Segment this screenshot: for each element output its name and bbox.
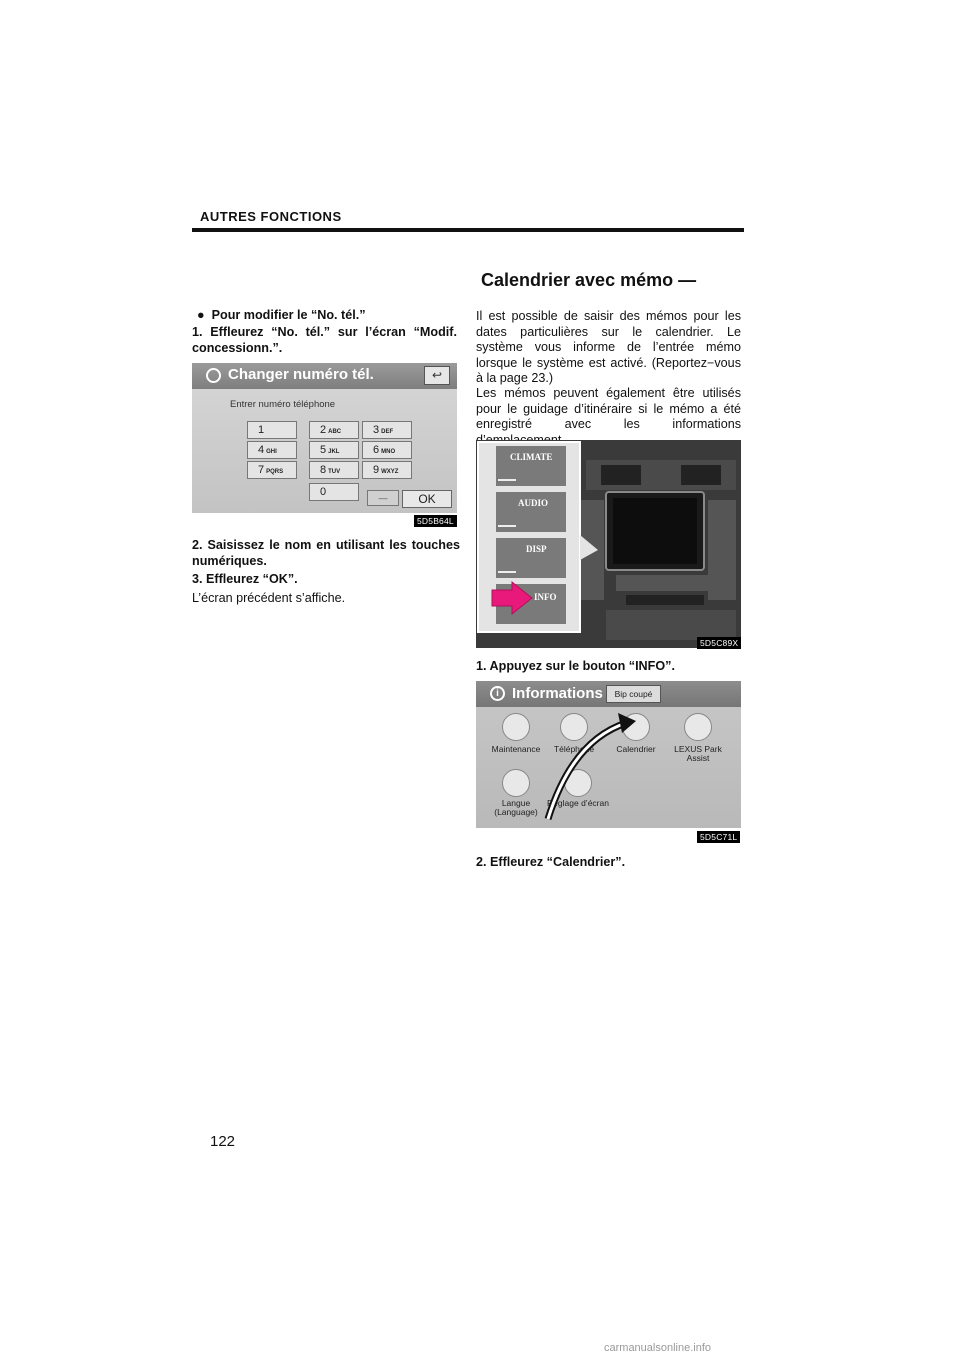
screen-title: Changer numéro tél. <box>228 366 374 383</box>
dash-button-info: INFO <box>534 592 557 602</box>
left-step-3: 3. Effleurez “OK”. <box>192 572 298 586</box>
watermark: carmanualsonline.info <box>604 1342 712 1354</box>
key-digit: 4 <box>258 444 265 456</box>
informations-screen <box>476 681 741 828</box>
bip-button[interactable]: Bip coupé <box>606 685 661 703</box>
tile-maintenance[interactable]: Maintenance <box>491 744 541 754</box>
delete-button[interactable]: — <box>367 490 399 506</box>
right-paragraph-1: Il est possible de saisir des mémos pour les dates particulières sur le calendrier. Le système vous informe de l’entrée mémo lorsque le système est activé. (Reportez−vous à la page 23.) <box>476 309 741 385</box>
section-title: Calendrier avec mémo — <box>481 270 697 290</box>
key-digit: 5 <box>320 444 327 456</box>
key-digit: 9 <box>373 464 380 476</box>
tile-langue[interactable]: Langue (Language) <box>494 798 538 817</box>
key-letters: JKL <box>328 449 340 455</box>
key-letters: DEF <box>381 429 394 435</box>
lexus-logo-icon <box>206 368 221 383</box>
page-number: 122 <box>210 1133 236 1150</box>
key-9[interactable] <box>362 461 412 479</box>
left-step-1: 1. Effleurez “No. tél.” sur l’écran “Modif. concessionn.”. <box>192 325 457 355</box>
dashboard-illustration <box>476 440 741 648</box>
left-step-2: 2. Saisissez le nom en utilisant les touches numériques. <box>192 538 460 568</box>
phone-prompt: Entrer numéro téléphone <box>230 399 336 410</box>
info-icon: i <box>490 686 505 701</box>
right-step-2: 2. Effleurez “Calendrier”. <box>476 855 626 869</box>
key-letters: TUV <box>328 469 341 475</box>
curved-arrow-icon <box>476 681 741 828</box>
key-5[interactable] <box>309 441 359 459</box>
header-rule <box>192 228 744 232</box>
dashboard-photo <box>476 440 741 648</box>
back-icon[interactable]: ↩ <box>424 366 450 385</box>
change-phone-screen <box>192 363 457 513</box>
key-0[interactable] <box>309 483 359 501</box>
key-letters: ABC <box>328 429 342 435</box>
tile-calendrier[interactable]: Calendrier <box>616 744 656 754</box>
tile-reglage[interactable]: Réglage d’écran <box>547 798 609 808</box>
figure-code: 5D5B64L <box>414 515 457 527</box>
key-4[interactable] <box>247 441 297 459</box>
key-letters: WXYZ <box>381 469 399 475</box>
key-2[interactable] <box>309 421 359 439</box>
key-3[interactable] <box>362 421 412 439</box>
key-digit: 7 <box>258 464 265 476</box>
tile-telephone[interactable]: Téléphone <box>553 744 595 754</box>
key-digit: 1 <box>258 424 265 436</box>
key-8[interactable] <box>309 461 359 479</box>
key-digit: 8 <box>320 464 327 476</box>
right-paragraph-2: Les mémos peuvent également être utilisés pour le guidage d’itinéraire si le mémo a été enregistré avec les informations <box>476 386 741 431</box>
key-7[interactable] <box>247 461 297 479</box>
key-digit: 6 <box>373 444 380 456</box>
key-6[interactable] <box>362 441 412 459</box>
dash-button-disp: DISP <box>526 544 547 554</box>
screen-title: Informations <box>512 685 603 702</box>
key-letters: GHI <box>266 449 277 455</box>
ok-button[interactable]: OK <box>402 490 452 508</box>
bullet-heading: ● Pour modifier le “No. tél.” <box>197 308 366 322</box>
key-1[interactable] <box>247 421 297 439</box>
tile-park-assist[interactable]: LEXUS Park Assist <box>674 744 722 763</box>
key-letters: MNO <box>381 449 396 455</box>
figure-code: 5D5C71L <box>697 831 740 843</box>
key-digit: 0 <box>320 486 327 498</box>
running-header: AUTRES FONCTIONS <box>200 209 342 224</box>
figure-code: 5D5C89X <box>697 637 741 649</box>
key-letters: PQRS <box>266 469 284 475</box>
left-result: L’écran précédent s’affiche. <box>192 591 346 605</box>
dash-button-climate: CLIMATE <box>510 452 553 462</box>
bullet-icon: ● <box>197 308 205 322</box>
key-digit: 2 <box>320 424 327 436</box>
right-step-1: 1. Appuyez sur le bouton “INFO”. <box>476 659 675 673</box>
dash-button-audio: AUDIO <box>518 498 549 508</box>
key-digit: 3 <box>373 424 380 436</box>
